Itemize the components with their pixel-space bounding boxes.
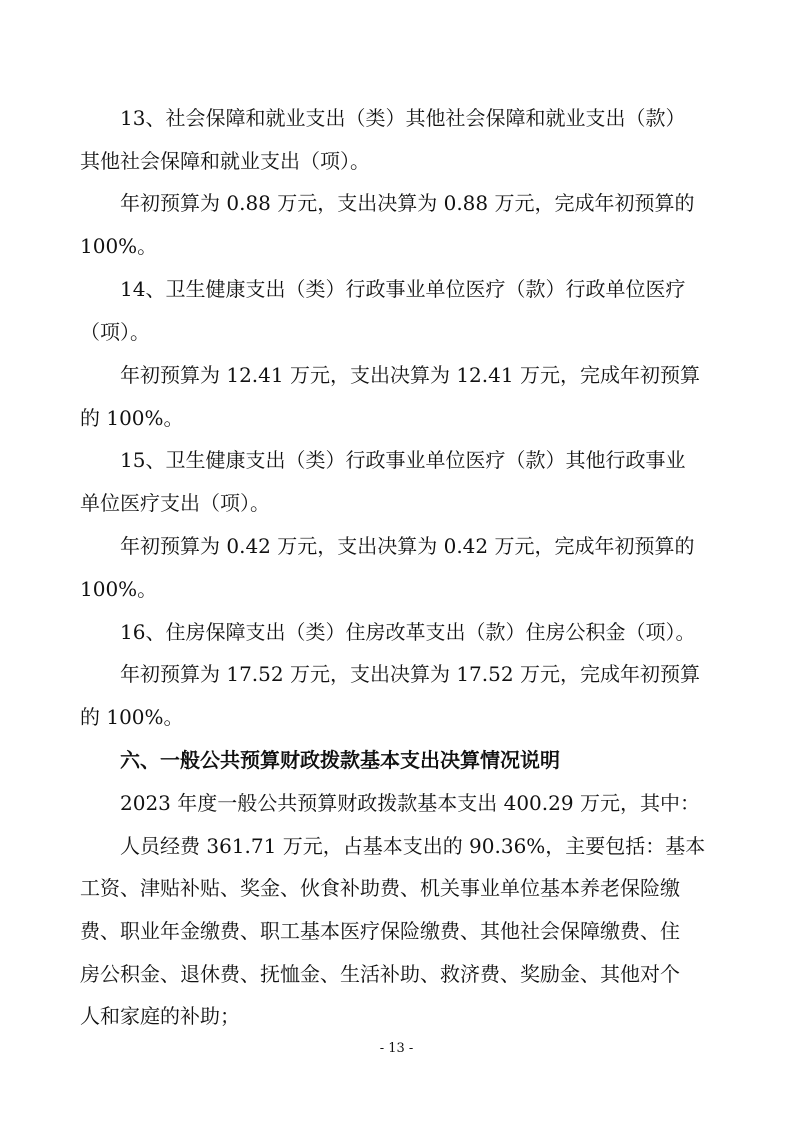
item-16-budget: 年初预算为 17.52 万元，支出决算为 17.52 万元，完成年初预算 bbox=[120, 662, 700, 686]
item-13-title: 13、社会保障和就业支出（类）其他社会保障和就业支出（款） bbox=[120, 106, 686, 130]
item-14-budget-cont: 的 100%。 bbox=[80, 406, 184, 430]
item-13-budget-cont: 100%。 bbox=[80, 234, 158, 258]
item-16-budget-cont: 的 100%。 bbox=[80, 705, 184, 729]
item-15-budget: 年初预算为 0.42 万元，支出决算为 0.42 万元，完成年初预算的 bbox=[120, 534, 695, 558]
personnel-expense-line-2: 工资、津贴补贴、奖金、伙食补助费、机关事业单位基本养老保险缴 bbox=[80, 876, 680, 900]
item-13-title-cont: 其他社会保障和就业支出（项）。 bbox=[80, 149, 370, 173]
personnel-expense-line-5: 人和家庭的补助； bbox=[80, 1004, 240, 1028]
item-14-budget: 年初预算为 12.41 万元，支出决算为 12.41 万元，完成年初预算 bbox=[120, 363, 700, 387]
item-14-title-cont: （项）。 bbox=[80, 320, 150, 344]
item-15-title: 15、卫生健康支出（类）行政事业单位医疗（款）其他行政事业 bbox=[120, 448, 686, 472]
item-16-title: 16、住房保障支出（类）住房改革支出（款）住房公积金（项）。 bbox=[120, 620, 696, 644]
item-13-budget: 年初预算为 0.88 万元，支出决算为 0.88 万元，完成年初预算的 bbox=[120, 191, 695, 215]
personnel-expense-line-4: 房公积金、退休费、抚恤金、生活补助、救济费、奖励金、其他对个 bbox=[80, 962, 680, 986]
personnel-expense-line-3: 费、职业年金缴费、职工基本医疗保险缴费、其他社会保障缴费、住 bbox=[80, 919, 680, 943]
personnel-expense-line-1: 人员经费 361.71 万元，占基本支出的 90.36%，主要包括：基本 bbox=[120, 834, 706, 858]
item-15-budget-cont: 100%。 bbox=[80, 577, 158, 601]
item-14-title: 14、卫生健康支出（类）行政事业单位医疗（款）行政单位医疗 bbox=[120, 277, 686, 301]
section-6-summary: 2023 年度一般公共预算财政拨款基本支出 400.29 万元，其中： bbox=[120, 791, 700, 815]
item-15-title-cont: 单位医疗支出（项）。 bbox=[80, 491, 270, 515]
section-6-heading: 六、一般公共预算财政拨款基本支出决算情况说明 bbox=[120, 748, 560, 772]
page-number: - 13 - bbox=[379, 1041, 414, 1056]
